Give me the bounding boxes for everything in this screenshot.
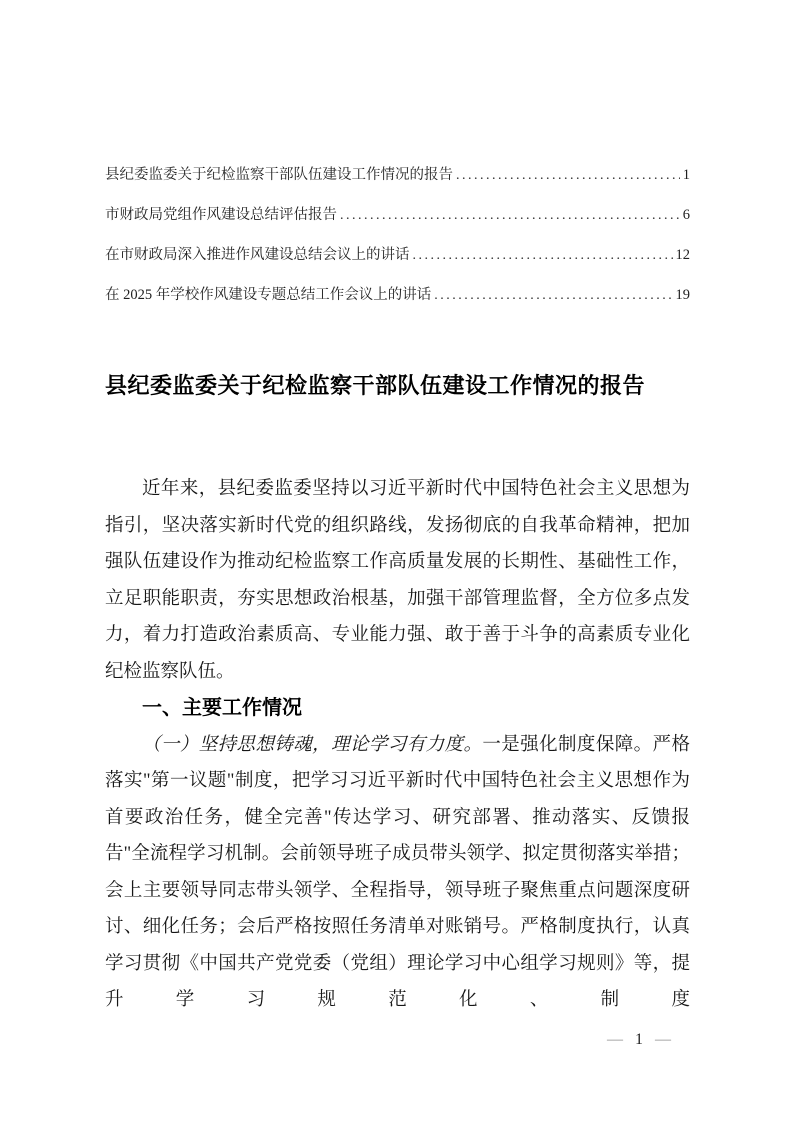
toc-entry[interactable]: [105, 195, 690, 235]
toc-entry-page-number: 19: [675, 287, 690, 303]
toc-entry[interactable]: [105, 155, 690, 195]
toc-dot-leader: [340, 196, 680, 236]
section-heading: 一、主要工作情况: [142, 697, 302, 719]
toc-entry-title: 在 2025 年学校作风建设专题总结工作会议上的讲话: [105, 287, 432, 303]
toc-entry-title: 县纪委监委关于纪检监察干部队伍建设工作情况的报告: [105, 167, 453, 183]
toc-dot-leader: [456, 156, 680, 196]
toc-entry-title: 在市财政局深入推进作风建设总结会议上的讲话: [105, 247, 410, 263]
document-title: 县纪委监委关于纪检监察干部队伍建设工作情况的报告: [105, 373, 646, 398]
footer-right-dash: —: [655, 1031, 671, 1048]
toc-entry-page-number: 12: [675, 247, 690, 263]
toc-entry-title: 市财政局党组作风建设总结评估报告: [105, 207, 337, 223]
toc-dot-leader: [434, 276, 672, 316]
footer-left-dash: —: [607, 1031, 623, 1048]
subsection-lead-text: （一）坚持思想铸魂，理论学习有力度。: [142, 734, 483, 755]
toc-entry[interactable]: [105, 235, 690, 275]
toc-dot-leader: [413, 236, 673, 276]
page-footer: [607, 1030, 671, 1050]
toc-entry-page-number: 1: [682, 167, 690, 183]
paragraph-subsection: [105, 727, 690, 1019]
subsection-body-text: 一是强化制度保障。严格落实"第一议题"制度，把学习习近平新时代中国特色社会主义思想作为首要政治任务，健全完善"传达学习、研究部署、推动落实、反馈报告"全流程学习机制。会前领导班子成员带头领学、拟定贯彻落实举措；会上主要领导同志带头领学、全程指导，领导班子聚焦重点问题深度研讨、细化任务；会后严格按照任务清单对账销号。严格制度执行，认真学习贯彻《中国共产党党委（党组）理论学习中心组学习规则》等，提升学习规范化、制度: [105, 734, 690, 1010]
table-of-contents: [105, 155, 690, 315]
toc-entry-page-number: 6: [682, 207, 690, 223]
toc-entry[interactable]: [105, 275, 690, 315]
paragraph-intro: 近年来，县纪委监委坚持以习近平新时代中国特色社会主义思想为指引，坚决落实新时代党的组织路线，发扬彻底的自我革命精神，把加强队伍建设作为推动纪检监察工作高质量发展的长期性、基础性工作，立足职能职责，夯实思想政治根基，加强干部管理监督，全方位多点发力，着力打造政治素质高、专业能力强、敢于善于斗争的高素质专业化纪检监察队伍。: [105, 479, 690, 682]
footer-page-number: 1: [635, 1031, 643, 1048]
